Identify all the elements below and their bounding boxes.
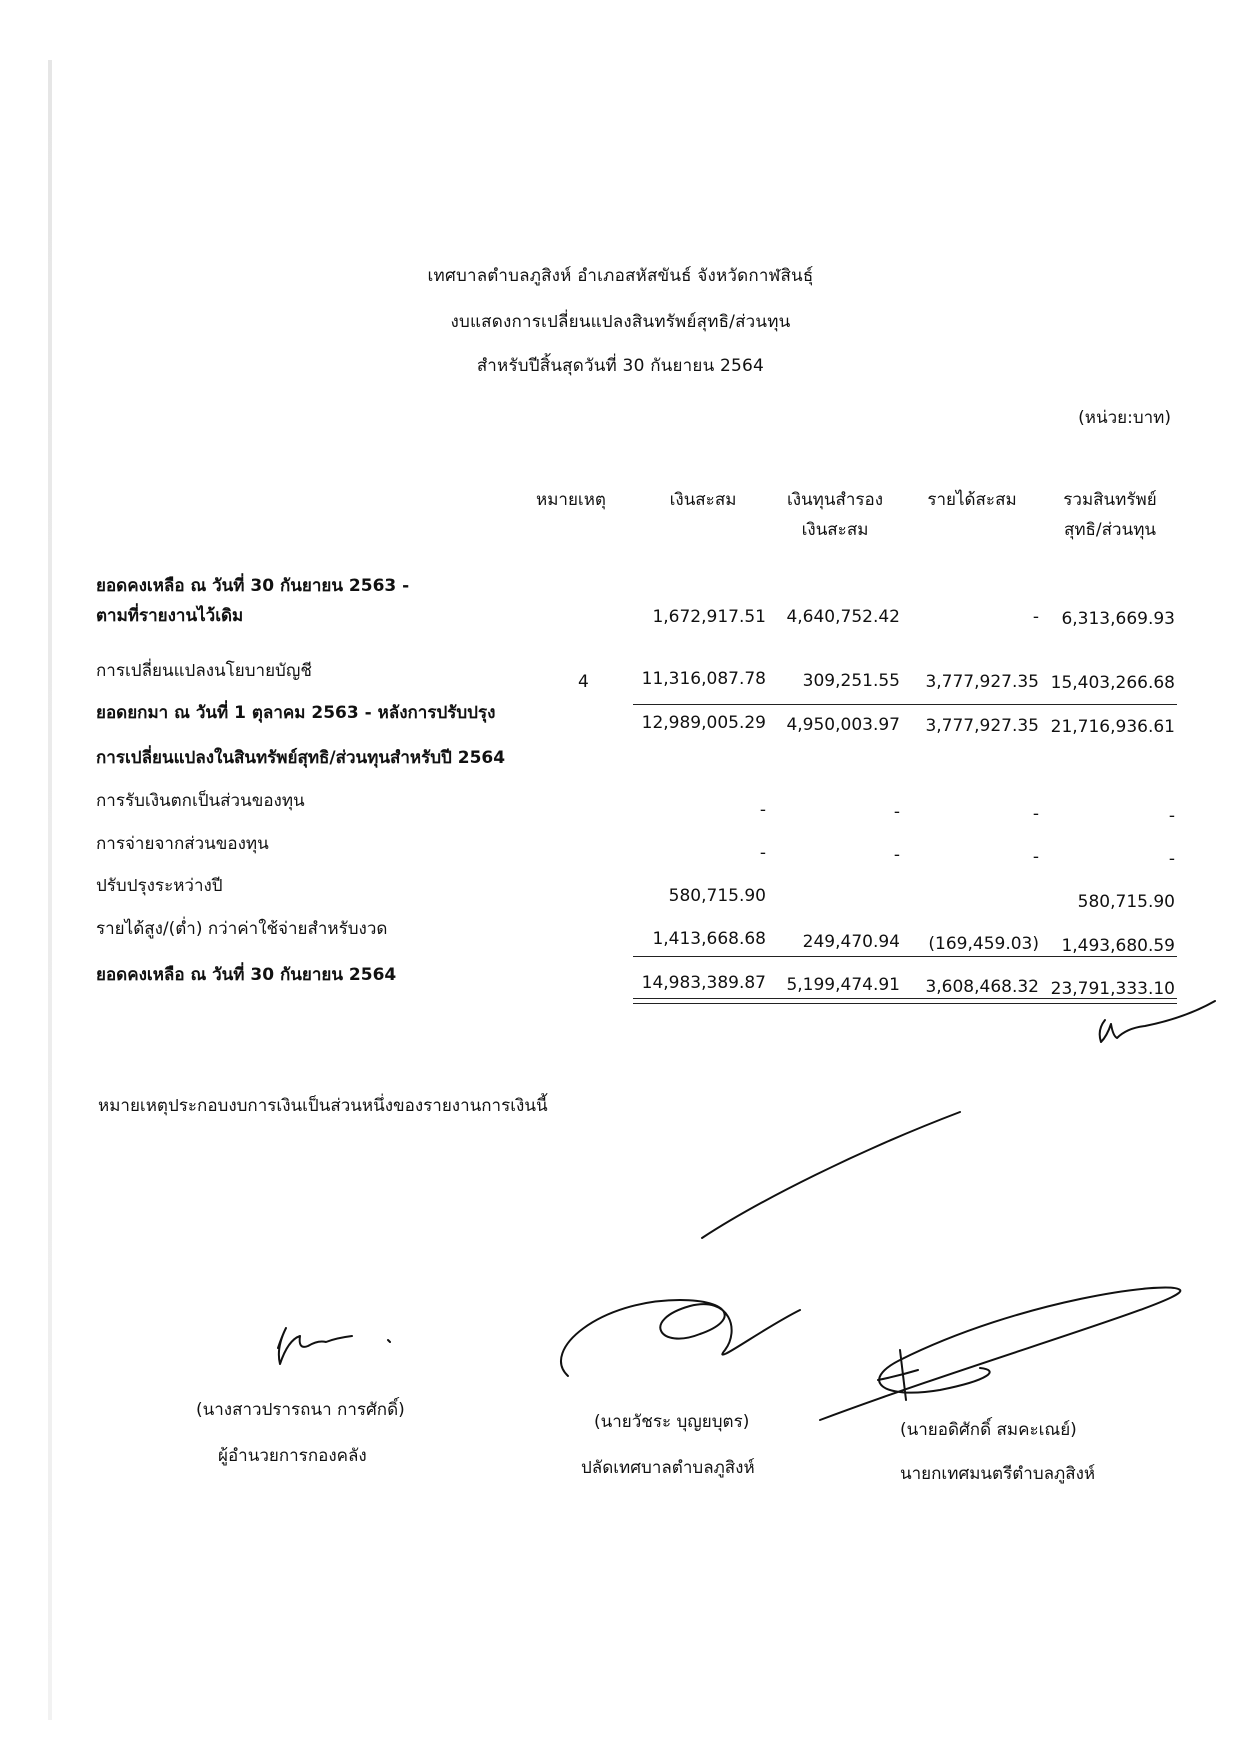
signature-stroke-diagonal [702, 1112, 960, 1238]
row-label-capital-payments: การจ่ายจากส่วนของทุน [96, 834, 269, 854]
cell-policy-change-revenue: 3,777,927.35 [925, 672, 1039, 692]
row-label-opening-balance [96, 571, 409, 631]
organization-name: เทศบาลตำบลภูสิงห์ อำเภอสหัสขันธ์ จังหวัดกาฬสินธุ์ [427, 266, 814, 286]
signatory-3-name: (นายอดิศักดิ์ สมคะเณย์) [900, 1420, 1077, 1440]
cell-closing-total: 23,791,333.10 [1050, 979, 1175, 999]
cell-policy-change-accumulated: 11,316,087.78 [641, 669, 766, 689]
column-header-total [1040, 485, 1180, 545]
column-header-revenue: รายได้สะสม [927, 490, 1017, 510]
cell-capital-payments-total: - [1168, 849, 1175, 869]
row-label-opening-balance-line2: ตามที่รายงานไว้เดิม [96, 606, 244, 626]
column-header-reserve [770, 485, 900, 545]
row-label-capital-receipts: การรับเงินตกเป็นส่วนของทุน [96, 791, 305, 811]
cell-surplus-deficit-accumulated: 1,413,668.68 [652, 929, 766, 949]
cell-capital-receipts-total: - [1168, 806, 1175, 826]
row-label-adjustments: ปรับปรุงระหว่างปี [96, 876, 223, 896]
cell-restated-accumulated: 12,989,005.29 [641, 713, 766, 733]
footnote: หมายเหตุประกอบงบการเงินเป็นส่วนหนึ่งของรายงานการเงินนี้ [98, 1096, 548, 1116]
cell-adjustments-total: 580,715.90 [1077, 892, 1175, 912]
column-header-note: หมายเหตุ [536, 490, 606, 510]
signatory-1-position: ผู้อำนวยการกองคลัง [218, 1446, 367, 1466]
cell-capital-payments-accumulated: - [759, 843, 766, 863]
cell-opening-revenue: - [1032, 607, 1039, 627]
signature-municipal-clerk [561, 1300, 800, 1376]
column-header-reserve-line2: เงินสะสม [801, 520, 869, 540]
cell-opening-accumulated: 1,672,917.51 [652, 607, 766, 627]
cell-restated-total: 21,716,936.61 [1050, 717, 1175, 737]
row-label-restated-balance: ยอดยกมา ณ วันที่ 1 ตุลาคม 2563 - หลังการปรับปรุง [96, 703, 496, 723]
cell-surplus-deficit-revenue: (169,459.03) [928, 934, 1039, 954]
initials-mark [1100, 1001, 1215, 1042]
column-header-total-line2: สุทธิ/ส่วนทุน [1063, 520, 1157, 540]
statement-period: สำหรับปีสิ้นสุดวันที่ 30 กันยายน 2564 [476, 356, 765, 376]
row-label-changes-heading: การเปลี่ยนแปลงในสินทรัพย์สุทธิ/ส่วนทุนสำหรับปี 2564 [96, 748, 506, 768]
subtotal-rule [633, 704, 1177, 705]
total-rule-top [633, 956, 1177, 957]
row-label-opening-balance-line1: ยอดคงเหลือ ณ วันที่ 30 กันยายน 2563 - [96, 576, 410, 596]
cell-closing-reserve: 5,199,474.91 [786, 975, 900, 995]
cell-policy-change-reserve: 309,251.55 [802, 671, 900, 691]
signature-mayor [820, 1288, 1180, 1420]
cell-capital-receipts-revenue: - [1032, 804, 1039, 824]
cell-adjustments-accumulated: 580,715.90 [668, 886, 766, 906]
cell-capital-receipts-accumulated: - [759, 800, 766, 820]
total-rule-double-2 [633, 1003, 1177, 1004]
cell-surplus-deficit-reserve: 249,470.94 [802, 932, 900, 952]
cell-surplus-deficit-total: 1,493,680.59 [1061, 936, 1175, 956]
cell-opening-total: 6,313,669.93 [1061, 609, 1175, 629]
signature-finance-director [278, 1328, 390, 1364]
cell-capital-payments-reserve: - [893, 845, 900, 865]
cell-policy-change-total: 15,403,266.68 [1050, 673, 1175, 693]
cell-opening-reserve: 4,640,752.42 [786, 607, 900, 627]
cell-policy-change-note: 4 [578, 672, 589, 692]
row-label-policy-change: การเปลี่ยนแปลงนโยบายบัญชี [96, 661, 312, 681]
column-header-reserve-line1: เงินทุนสำรอง [786, 490, 884, 510]
statement-title: งบแสดงการเปลี่ยนแปลงสินทรัพย์สุทธิ/ส่วนทุน [450, 312, 791, 332]
cell-closing-revenue: 3,608,468.32 [925, 977, 1039, 997]
cell-capital-payments-revenue: - [1032, 847, 1039, 867]
currency-unit: (หน่วย:บาท) [1078, 408, 1171, 428]
cell-capital-receipts-reserve: - [893, 802, 900, 822]
column-header-total-line1: รวมสินทรัพย์ [1063, 490, 1157, 510]
row-label-surplus-deficit: รายได้สูง/(ต่ำ) กว่าค่าใช้จ่ายสำหรับงวด [96, 919, 388, 939]
total-rule-double-1 [633, 998, 1177, 999]
signatory-1-name: (นางสาวปรารถนา การศักดิ์) [196, 1400, 405, 1420]
row-label-closing-balance: ยอดคงเหลือ ณ วันที่ 30 กันยายน 2564 [96, 965, 397, 985]
cell-restated-reserve: 4,950,003.97 [786, 715, 900, 735]
signatory-2-position: ปลัดเทศบาลตำบลภูสิงห์ [581, 1458, 755, 1478]
signatory-3-position: นายกเทศมนตรีตำบลภูสิงห์ [900, 1464, 1096, 1484]
cell-closing-accumulated: 14,983,389.87 [641, 973, 766, 993]
column-header-accumulated: เงินสะสม [669, 490, 737, 510]
cell-restated-revenue: 3,777,927.35 [925, 716, 1039, 736]
signatory-2-name: (นายวัชระ บุญยบุตร) [594, 1412, 750, 1432]
